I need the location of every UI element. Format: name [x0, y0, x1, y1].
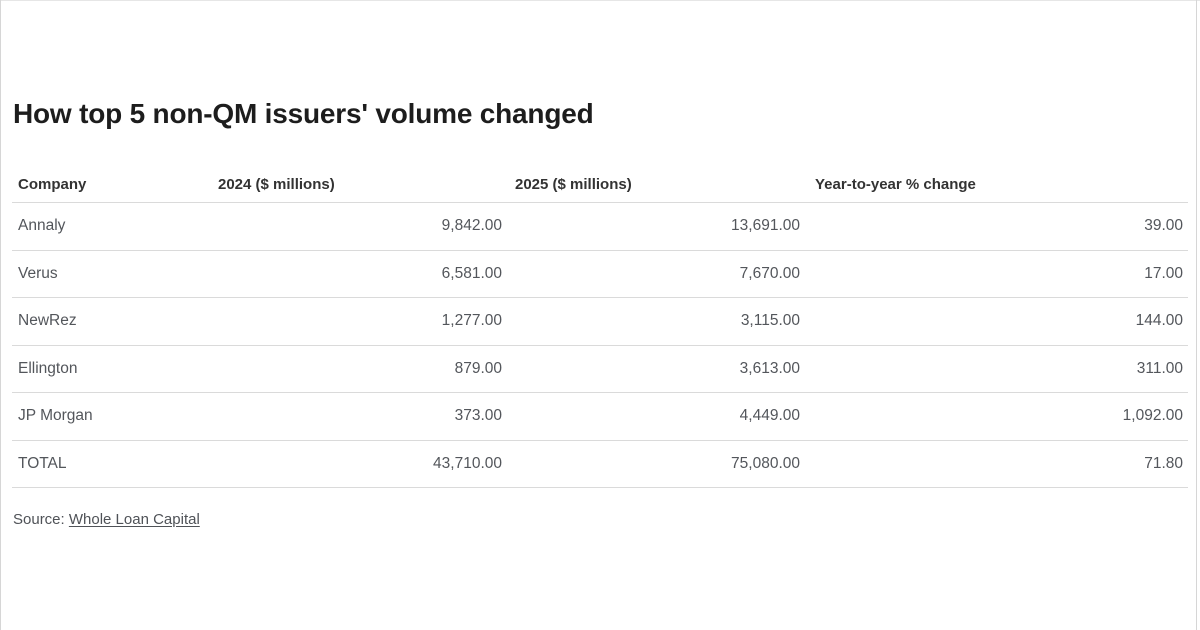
cell-2024: 1,277.00	[150, 298, 502, 346]
cell-company: Annaly	[12, 203, 150, 251]
page-border-right	[1196, 0, 1197, 630]
cell-2025: 13,691.00	[502, 203, 800, 251]
cell-2024: 43,710.00	[150, 440, 502, 488]
col-header-2024: 2024 ($ millions)	[150, 166, 502, 203]
page-border-top	[0, 0, 1200, 1]
table-header-row	[12, 166, 1188, 203]
cell-2024: 373.00	[150, 393, 502, 441]
table-row	[12, 298, 1188, 346]
page-title: How top 5 non-QM issuers' volume changed	[13, 98, 594, 129]
table-row-total	[12, 440, 1188, 488]
col-header-change: Year-to-year % change	[800, 166, 1188, 203]
source-link[interactable]: Whole Loan Capital	[68, 511, 200, 528]
page-border-left	[0, 0, 1, 630]
cell-change: 71.80	[800, 440, 1188, 488]
cell-change: 39.00	[800, 203, 1188, 251]
cell-change: 17.00	[800, 250, 1188, 298]
cell-company: JP Morgan	[12, 393, 150, 441]
col-header-company: Company	[12, 166, 150, 203]
cell-company: Ellington	[12, 345, 150, 393]
cell-company: Verus	[12, 250, 150, 298]
cell-2024: 879.00	[150, 345, 502, 393]
cell-company: TOTAL	[12, 440, 150, 488]
table-row	[12, 203, 1188, 251]
cell-change: 144.00	[800, 298, 1188, 346]
source-line	[13, 511, 1188, 528]
issuers-table	[12, 166, 1188, 488]
col-header-2025: 2025 ($ millions)	[502, 166, 800, 203]
cell-2025: 3,115.00	[502, 298, 800, 346]
table-row	[12, 393, 1188, 441]
cell-2024: 9,842.00	[150, 203, 502, 251]
cell-2024: 6,581.00	[150, 250, 502, 298]
source-label: Source:	[13, 511, 65, 528]
cell-company: NewRez	[12, 298, 150, 346]
cell-2025: 3,613.00	[502, 345, 800, 393]
cell-2025: 75,080.00	[502, 440, 800, 488]
table-row	[12, 345, 1188, 393]
cell-change: 311.00	[800, 345, 1188, 393]
table-row	[12, 250, 1188, 298]
cell-2025: 4,449.00	[502, 393, 800, 441]
cell-change: 1,092.00	[800, 393, 1188, 441]
cell-2025: 7,670.00	[502, 250, 800, 298]
